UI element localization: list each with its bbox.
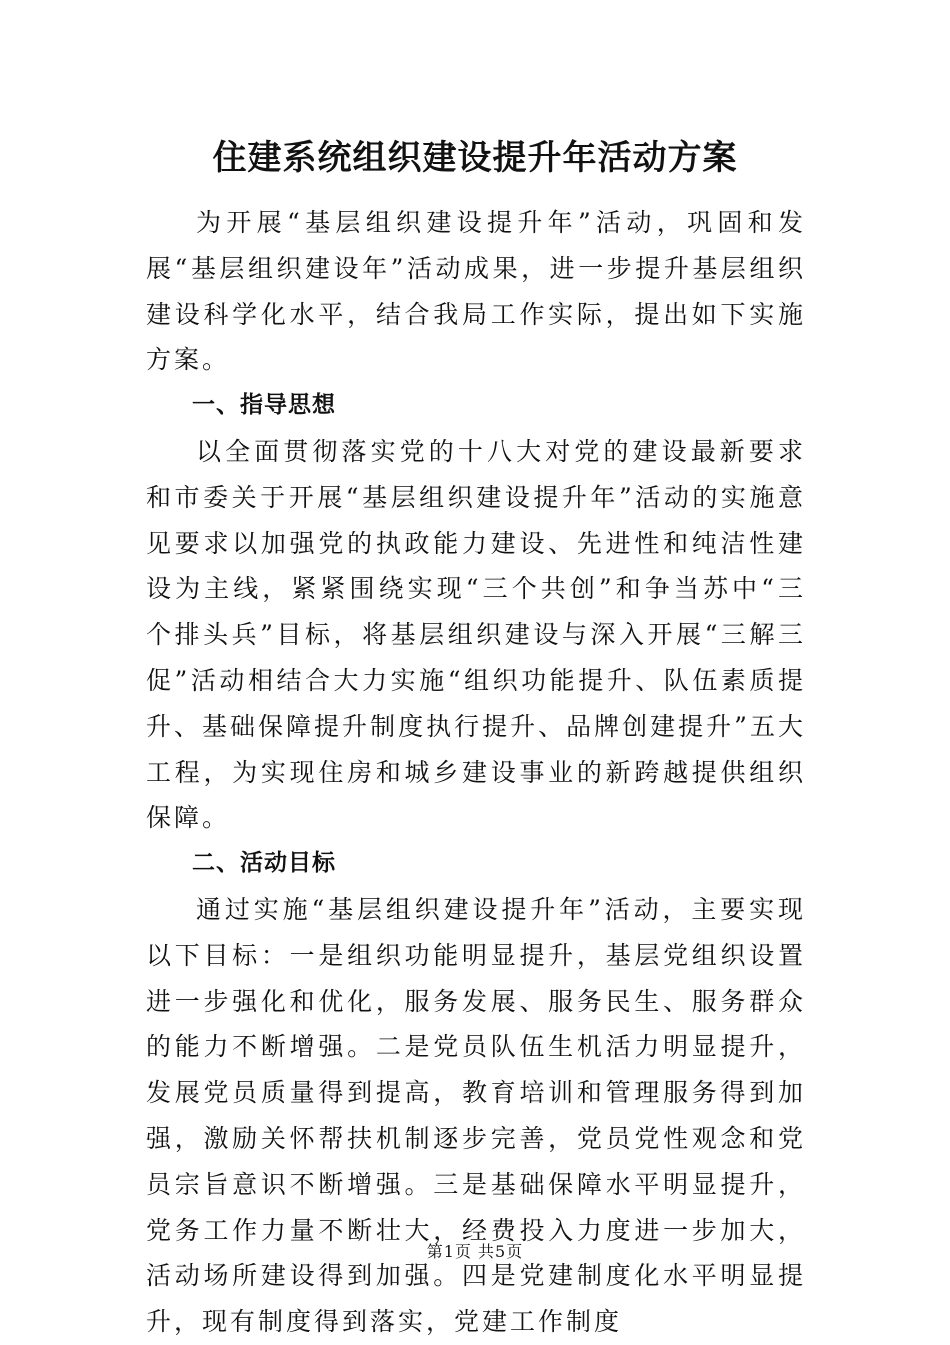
page-footer: 第1页 共5页 bbox=[426, 1242, 524, 1261]
section-heading-guiding-ideology: 一、指导思想 bbox=[192, 392, 336, 419]
document-body bbox=[146, 200, 806, 1345]
intro-paragraph: 为开展“基层组织建设提升年”活动，巩固和发展“基层组织建设年”活动成果，进一步提升基层组织建设科学化水平，结合我局工作实际，提出如下实施方案。 bbox=[146, 208, 806, 375]
document-title: 住建系统组织建设提升年活动方案 bbox=[212, 138, 738, 178]
section-heading-activity-goals: 二、活动目标 bbox=[192, 850, 336, 877]
section-paragraph-activity-goals: 通过实施“基层组织建设提升年”活动，主要实现以下目标：一是组织功能明显提升，基层党组织设置进一步强化和优化，服务发展、服务民生、服务群众的能力不断增强。二是党员队伍生机活力明显提升，发展党员质量得到提高，教育培训和管理服务得到加强，激励关怀帮扶机制逐步完善，党员党性观念和党员宗旨意识不断增强。三是基础保障水平明显提升，党务工作力量不断壮大，经费投入力度进一步加大，活动场所建设得到加强。四是党建制度化水平明显提升，现有制度得到落实，党建工作制度 bbox=[146, 894, 806, 1337]
section-paragraph-guiding-ideology: 以全面贯彻落实党的十八大对党的建设最新要求和市委关于开展“基层组织建设提升年”活动的实施意见要求以加强党的执政能力建设、先进性和纯洁性建设为主线，紧紧围绕实现“三个共创”和争当苏中“三个排头兵”目标，将基层组织建设与深入开展“三解三促”活动相结合大力实施“组织功能提升、队伍素质提升、基础保障提升制度执行提升、品牌创建提升”五大工程，为实现住房和城乡建设事业的新跨越提供组织保障。 bbox=[146, 436, 806, 833]
